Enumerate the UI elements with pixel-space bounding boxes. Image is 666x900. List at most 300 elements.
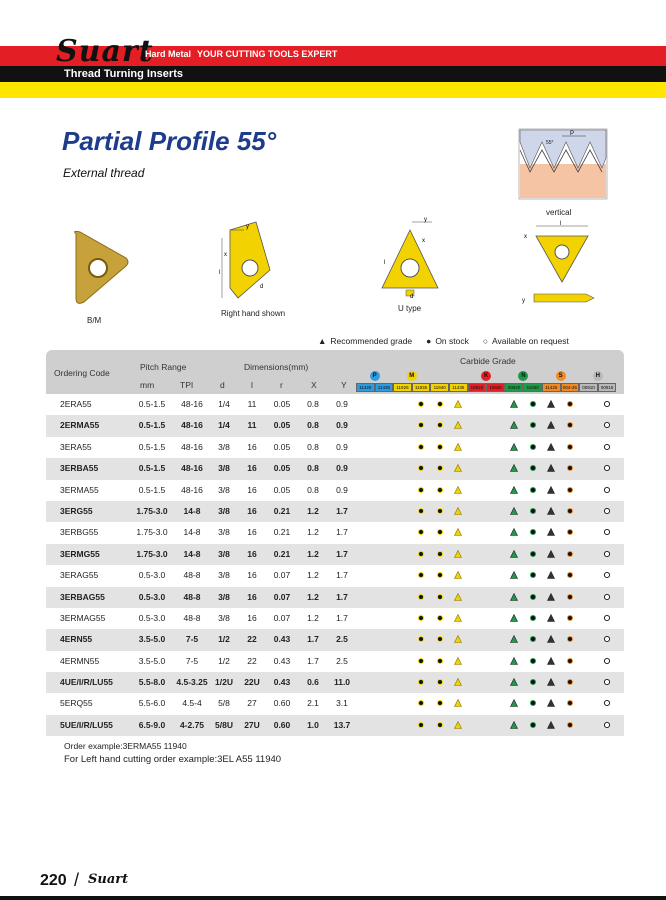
cell-r: 0.60 <box>273 719 291 730</box>
cell-y: 1.7 <box>336 591 348 602</box>
cell-code: 4ERN55 <box>60 634 93 645</box>
on-request-circle-icon <box>603 507 611 515</box>
cell-r: 0.60 <box>273 698 291 709</box>
legend-on-stock-text: On stock <box>435 336 469 346</box>
legend-recommended <box>318 336 412 346</box>
cell-y: 11.0 <box>333 677 351 688</box>
cell-r: 0.05 <box>273 420 291 431</box>
grade-group-s: S <box>556 371 566 381</box>
table-row <box>46 394 624 415</box>
cell-x: 1.0 <box>307 719 319 730</box>
recommended-triangle-icon <box>510 421 518 429</box>
cell-code: 4ERMN55 <box>60 655 100 666</box>
recommended-triangle-icon <box>510 678 518 686</box>
table-row <box>46 501 624 522</box>
legend-on-request-text: Available on request <box>492 336 569 346</box>
cell-code: 3ERMG55 <box>60 548 100 559</box>
cell-x: 1.2 <box>307 548 319 559</box>
on-request-circle-icon <box>603 593 611 601</box>
recommended-triangle-icon <box>454 550 462 558</box>
header-r: r <box>280 380 283 390</box>
on-stock-dot-icon <box>529 635 537 643</box>
cell-code: 3ERG55 <box>60 505 93 516</box>
u-dim-l-label: l <box>384 260 386 266</box>
cell-r: 0.05 <box>273 484 291 495</box>
cell-mm: 0.5-1.5 <box>138 484 166 495</box>
recommended-triangle-icon <box>547 421 555 429</box>
open-circle-icon: ○ <box>482 336 488 346</box>
cell-l: 22 <box>247 634 257 645</box>
cell-mm: 0.5-3.0 <box>138 570 166 581</box>
grade-column-2: 11925 <box>393 383 412 392</box>
on-stock-dot-icon <box>566 571 574 579</box>
on-stock-dot-icon <box>529 571 537 579</box>
recommended-triangle-icon <box>547 550 555 558</box>
on-stock-dot-icon <box>529 721 537 729</box>
cell-y: 0.9 <box>336 420 348 431</box>
on-stock-dot-icon <box>436 721 444 729</box>
cell-tpi: 7-5 <box>185 655 199 666</box>
cell-tpi: 48-8 <box>183 591 201 602</box>
recommended-triangle-icon <box>510 443 518 451</box>
cell-y: 1.7 <box>336 548 348 559</box>
grade-column-7: 10925 <box>486 383 505 392</box>
on-stock-dot-icon <box>436 571 444 579</box>
cell-r: 0.05 <box>273 441 291 452</box>
cell-x: 0.8 <box>307 420 319 431</box>
cell-r: 0.21 <box>273 548 291 559</box>
cell-tpi: 4.5-4 <box>182 698 202 709</box>
recommended-triangle-icon <box>547 464 555 472</box>
on-request-circle-icon <box>603 464 611 472</box>
on-stock-dot-icon <box>529 421 537 429</box>
recommended-triangle-icon <box>454 507 462 515</box>
header-carbide-grade: Carbide Grade <box>460 356 516 366</box>
footer-line <box>0 896 666 900</box>
on-request-circle-icon <box>603 528 611 536</box>
recommended-triangle-icon <box>547 699 555 707</box>
table-body <box>46 394 624 736</box>
on-stock-dot-icon <box>417 486 425 494</box>
header-dimensions: Dimensions(mm) <box>244 362 309 372</box>
cell-l: 16 <box>247 505 257 516</box>
grade-column-1: 11435 <box>375 383 394 392</box>
cell-code: 3ERAG55 <box>60 570 99 581</box>
v-dim-x-label: x <box>524 234 527 240</box>
u-type-label: U type <box>398 304 422 313</box>
cell-code: 3ERMAG55 <box>60 612 106 623</box>
on-stock-dot-icon <box>436 635 444 643</box>
on-request-circle-icon <box>603 678 611 686</box>
on-stock-dot-icon <box>436 486 444 494</box>
grade-column-10: 11425 <box>542 383 561 392</box>
recommended-triangle-icon <box>510 550 518 558</box>
on-stock-dot-icon <box>417 400 425 408</box>
cell-mm: 0.5-1.5 <box>138 399 166 409</box>
cell-l: 11 <box>247 420 257 431</box>
legend-on-request <box>483 336 569 346</box>
cell-mm: 0.5-1.5 <box>138 420 166 431</box>
cell-mm: 3.5-5.0 <box>138 634 166 645</box>
on-request-circle-icon <box>603 550 611 558</box>
cell-tpi: 14-8 <box>183 527 201 538</box>
cell-tpi: 14-8 <box>183 548 201 559</box>
on-stock-dot-icon <box>566 614 574 622</box>
grade-group-h: H <box>593 371 603 381</box>
recommended-triangle-icon <box>547 486 555 494</box>
on-stock-dot-icon <box>529 400 537 408</box>
recommended-triangle-icon <box>510 528 518 536</box>
cell-l: 22U <box>244 677 260 688</box>
recommended-triangle-icon <box>454 614 462 622</box>
recommended-triangle-icon <box>510 507 518 515</box>
on-stock-dot-icon <box>566 678 574 686</box>
table-row <box>46 415 624 436</box>
on-stock-dot-icon <box>566 550 574 558</box>
on-stock-dot-icon <box>436 528 444 536</box>
cell-code: 5UE/I/R/LU55 <box>60 719 113 730</box>
on-stock-dot-icon <box>529 486 537 494</box>
header-x: X <box>311 380 317 390</box>
grade-column-5: 11435 <box>449 383 468 392</box>
insert-table <box>46 350 624 736</box>
recommended-triangle-icon <box>547 635 555 643</box>
on-request-circle-icon <box>603 486 611 494</box>
on-stock-dot-icon <box>566 464 574 472</box>
on-stock-dot-icon <box>417 571 425 579</box>
recommended-triangle-icon <box>454 486 462 494</box>
grade-column-12: 00910 <box>579 383 598 392</box>
recommended-triangle-icon <box>454 678 462 686</box>
cell-y: 0.9 <box>336 399 348 409</box>
table-row <box>46 480 624 501</box>
cell-d: 1/4 <box>218 399 230 409</box>
cell-l: 16 <box>247 463 257 474</box>
cell-l: 27U <box>244 719 260 730</box>
on-stock-dot-icon <box>436 421 444 429</box>
on-stock-dot-icon <box>566 507 574 515</box>
grade-group-k: K <box>481 371 491 381</box>
cell-x: 1.7 <box>307 655 319 666</box>
recommended-triangle-icon <box>454 400 462 408</box>
on-stock-dot-icon <box>566 699 574 707</box>
recommended-triangle-icon <box>454 528 462 536</box>
recommended-triangle-icon <box>510 571 518 579</box>
header-d: d <box>220 380 225 390</box>
cell-tpi: 48-16 <box>181 441 203 452</box>
grade-column-9: 11930 <box>523 383 542 392</box>
cell-mm: 0.5-3.0 <box>138 612 166 623</box>
on-stock-dot-icon <box>417 657 425 665</box>
cell-y: 0.9 <box>336 441 348 452</box>
pitch-label: P <box>570 131 575 137</box>
grade-column-13: 00915 <box>598 383 617 392</box>
cell-mm: 3.5-5.0 <box>138 655 166 666</box>
grade-column-6: 10920 <box>468 383 487 392</box>
cell-x: 1.2 <box>307 527 319 538</box>
on-stock-dot-icon <box>529 550 537 558</box>
cell-x: 1.7 <box>307 634 319 645</box>
recommended-triangle-icon <box>454 721 462 729</box>
cell-y: 1.7 <box>336 527 348 538</box>
cell-d: 3/8 <box>218 463 230 474</box>
recommended-triangle-icon <box>547 614 555 622</box>
header-ordering-code: Ordering Code <box>54 368 110 378</box>
header-mm: mm <box>140 380 155 390</box>
cell-l: 22 <box>247 655 257 666</box>
grade-column-8: 00920 <box>505 383 524 392</box>
on-stock-dot-icon <box>436 464 444 472</box>
table-row <box>46 437 624 458</box>
filled-dot-icon: ● <box>426 336 432 346</box>
on-stock-dot-icon <box>436 614 444 622</box>
recommended-triangle-icon <box>510 699 518 707</box>
cell-d: 3/8 <box>218 505 230 516</box>
right-hand-insert-diagram <box>210 218 282 304</box>
cell-d: 3/8 <box>218 570 230 581</box>
cell-x: 1.2 <box>307 612 319 623</box>
cell-mm: 1.75-3.0 <box>136 548 168 559</box>
on-stock-dot-icon <box>417 635 425 643</box>
u-type-insert-diagram <box>376 216 446 302</box>
on-stock-dot-icon <box>566 528 574 536</box>
cell-l: 16 <box>247 548 257 559</box>
cell-r: 0.07 <box>273 570 291 581</box>
v-dim-y-label: y <box>522 298 525 304</box>
on-stock-dot-icon <box>529 507 537 515</box>
header-tpi: TPI <box>180 380 194 390</box>
on-stock-dot-icon <box>417 443 425 451</box>
bm-insert-image <box>70 228 132 308</box>
table-row <box>46 715 624 736</box>
cell-code: 4UE/I/R/LU55 <box>60 677 113 688</box>
cell-code: 2ERMA55 <box>60 420 100 431</box>
cell-r: 0.21 <box>273 505 291 516</box>
table-row <box>46 544 624 565</box>
on-stock-dot-icon <box>566 400 574 408</box>
cell-mm: 5.5-8.0 <box>138 677 166 688</box>
recommended-triangle-icon <box>510 593 518 601</box>
grade-column-0: 11425 <box>356 383 375 392</box>
section-title: Thread Turning Inserts <box>64 68 183 80</box>
dim-x-label: x <box>224 252 227 258</box>
grade-group-p: P <box>370 371 380 381</box>
cell-d: 3/8 <box>218 441 230 452</box>
grade-group-n: N <box>518 371 528 381</box>
cell-r: 0.05 <box>273 399 291 409</box>
footer-logo: Suart <box>88 872 129 887</box>
recommended-triangle-icon <box>510 400 518 408</box>
table-row <box>46 587 624 608</box>
recommended-triangle-icon <box>547 443 555 451</box>
header-l: l <box>251 380 253 390</box>
on-stock-dot-icon <box>417 550 425 558</box>
cell-tpi: 48-16 <box>181 399 203 409</box>
on-stock-dot-icon <box>529 678 537 686</box>
cell-x: 0.8 <box>307 484 319 495</box>
page-slash: / <box>74 870 80 890</box>
on-request-circle-icon <box>603 421 611 429</box>
on-stock-dot-icon <box>417 721 425 729</box>
recommended-triangle-icon <box>510 635 518 643</box>
on-stock-dot-icon <box>417 699 425 707</box>
cell-code: 3ERMA55 <box>60 484 99 495</box>
on-stock-dot-icon <box>417 678 425 686</box>
right-hand-label: Right hand shown <box>221 309 286 318</box>
table-row <box>46 565 624 586</box>
cell-r: 0.43 <box>273 655 291 666</box>
on-stock-dot-icon <box>566 486 574 494</box>
cell-y: 1.7 <box>336 612 348 623</box>
cell-d: 1/2U <box>215 677 233 688</box>
cell-y: 2.5 <box>336 655 348 666</box>
header-y: Y <box>341 380 347 390</box>
cell-x: 2.1 <box>307 698 319 709</box>
triangle-icon: ▲ <box>318 336 327 346</box>
recommended-triangle-icon <box>547 507 555 515</box>
cell-d: 5/8 <box>218 698 230 709</box>
cell-tpi: 48-16 <box>181 484 203 495</box>
grade-column-3: 11935 <box>412 383 431 392</box>
cell-mm: 1.75-3.0 <box>136 527 168 538</box>
legend-on-stock <box>426 336 469 346</box>
cell-x: 1.2 <box>307 591 319 602</box>
grade-group-m: M <box>407 371 417 381</box>
on-request-circle-icon <box>603 721 611 729</box>
recommended-triangle-icon <box>454 699 462 707</box>
on-stock-dot-icon <box>436 699 444 707</box>
cell-d: 3/8 <box>218 548 230 559</box>
recommended-triangle-icon <box>454 571 462 579</box>
cell-tpi: 4.5-3.25 <box>176 677 208 688</box>
bm-label: B/M <box>87 316 102 325</box>
cell-tpi: 48-16 <box>181 463 203 474</box>
cell-x: 0.8 <box>307 441 319 452</box>
recommended-triangle-icon <box>547 721 555 729</box>
u-dim-d-label: d <box>410 294 414 300</box>
on-stock-dot-icon <box>436 657 444 665</box>
recommended-triangle-icon <box>547 400 555 408</box>
order-notes <box>64 741 281 768</box>
cell-mm: 5.5-6.0 <box>138 698 166 709</box>
table-row <box>46 608 624 629</box>
grade-column-11: 004-25 <box>561 383 580 392</box>
cell-mm: 0.5-1.5 <box>138 463 166 474</box>
cell-r: 0.21 <box>273 527 291 538</box>
cell-r: 0.07 <box>273 591 291 602</box>
cell-y: 13.7 <box>333 719 351 730</box>
table-row <box>46 458 624 479</box>
cell-y: 1.7 <box>336 505 348 516</box>
dim-l-label: l <box>219 270 221 276</box>
on-stock-dot-icon <box>566 721 574 729</box>
cell-l: 16 <box>247 591 257 602</box>
v-dim-l-label: l <box>560 221 562 227</box>
cell-tpi: 48-8 <box>183 570 201 581</box>
cell-code: 3ERBAG55 <box>60 591 105 602</box>
recommended-triangle-icon <box>547 593 555 601</box>
on-stock-dot-icon <box>566 657 574 665</box>
table-row <box>46 522 624 543</box>
cell-r: 0.43 <box>273 634 291 645</box>
thread-profile-diagram <box>518 128 608 200</box>
cell-d: 3/8 <box>218 484 230 495</box>
recommended-triangle-icon <box>454 593 462 601</box>
page-subtitle: External thread <box>63 166 145 180</box>
on-stock-dot-icon <box>417 593 425 601</box>
on-stock-dot-icon <box>436 443 444 451</box>
legend <box>318 336 569 346</box>
table-header <box>46 350 624 394</box>
cell-r: 0.05 <box>273 463 291 474</box>
on-stock-dot-icon <box>417 614 425 622</box>
cell-y: 0.9 <box>336 484 348 495</box>
recommended-triangle-icon <box>454 443 462 451</box>
cell-d: 1/4 <box>218 420 230 431</box>
header-tagline <box>145 49 337 59</box>
on-stock-dot-icon <box>566 593 574 601</box>
cell-d: 3/8 <box>218 591 230 602</box>
recommended-triangle-icon <box>454 421 462 429</box>
cell-d: 5/8U <box>215 719 233 730</box>
on-request-circle-icon <box>603 400 611 408</box>
cell-mm: 6.5-9.0 <box>138 719 166 730</box>
on-stock-dot-icon <box>436 507 444 515</box>
on-request-circle-icon <box>603 614 611 622</box>
cell-y: 3.1 <box>336 698 348 709</box>
recommended-triangle-icon <box>510 614 518 622</box>
cell-code: 3ERBA55 <box>60 463 99 474</box>
on-stock-dot-icon <box>529 464 537 472</box>
cell-l: 16 <box>247 612 257 623</box>
table-row <box>46 629 624 650</box>
on-stock-dot-icon <box>417 507 425 515</box>
cell-l: 16 <box>247 570 257 581</box>
cell-code: 2ERA55 <box>60 399 92 409</box>
recommended-triangle-icon <box>510 464 518 472</box>
cell-mm: 0.5-1.5 <box>138 441 166 452</box>
cell-y: 0.9 <box>336 463 348 474</box>
brand-logo: Suart <box>56 34 154 69</box>
on-stock-dot-icon <box>529 699 537 707</box>
cell-r: 0.07 <box>273 612 291 623</box>
cell-code: 3ERA55 <box>60 441 92 452</box>
recommended-triangle-icon <box>454 657 462 665</box>
cell-tpi: 7-5 <box>185 634 199 645</box>
cell-l: 16 <box>247 527 257 538</box>
on-stock-dot-icon <box>417 464 425 472</box>
recommended-triangle-icon <box>547 657 555 665</box>
cell-mm: 1.75-3.0 <box>136 505 168 516</box>
order-example: Order example:3ERMA55 11940 <box>64 741 187 751</box>
dim-d-label: d <box>260 284 264 290</box>
u-dim-x-label: x <box>422 238 425 244</box>
cell-x: 0.8 <box>307 463 319 474</box>
vertical-insert-diagram <box>518 218 600 314</box>
cell-d: 3/8 <box>218 612 230 623</box>
on-stock-dot-icon <box>566 635 574 643</box>
legend-recommended-text: Recommended grade <box>330 336 413 346</box>
on-stock-dot-icon <box>529 614 537 622</box>
u-dim-y-label: y <box>424 217 427 223</box>
on-request-circle-icon <box>603 443 611 451</box>
on-stock-dot-icon <box>417 528 425 536</box>
cell-x: 1.2 <box>307 505 319 516</box>
cell-y: 1.7 <box>336 570 348 581</box>
on-stock-dot-icon <box>529 528 537 536</box>
cell-r: 0.43 <box>273 677 291 688</box>
dim-y-label: y <box>246 224 249 230</box>
